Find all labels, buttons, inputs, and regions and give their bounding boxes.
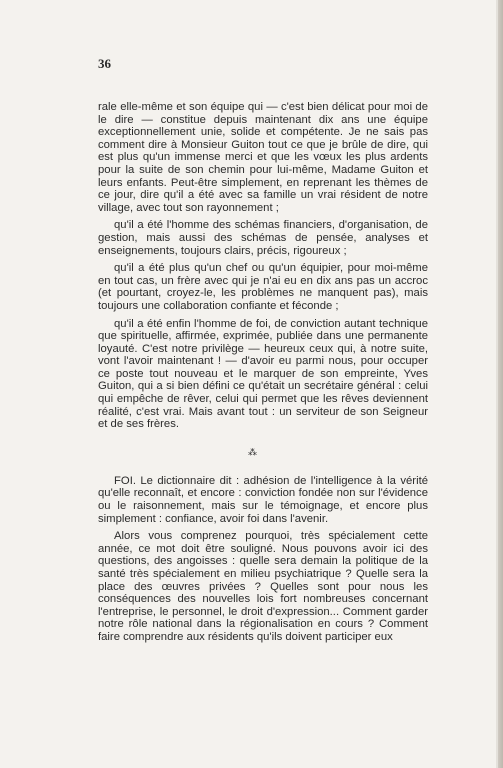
- body-text: [98, 101, 428, 649]
- section-separator: ⁂: [248, 447, 257, 457]
- paragraph: rale elle-même et son équipe qui — c'est bien délicat pour moi de le dire — constitue depuis maintenant dix ans une équipe exceptionnellement unie, solide et compétente. Je ne sais pas comment dire à Monsieur Guiton tout ce que je brûle de dire, qui est plus qu'un immense merci et que les vœux les plus ardents pour la suite de son chemin pour lui-même, Madame Guiton et leurs enfants. Peut-être simplement, en reprenant les thèmes de ce jour, dire qu'il a été avec sa famille un vrai résident de notre village, avec tout son rayonnement ;: [98, 101, 428, 214]
- paragraph: qu'il a été enfin l'homme de foi, de conviction autant technique que spirituelle, affirmée, exprimée, publiée dans une permanente loyauté. C'est notre privilège — heureux ceux qui, à notre suite, vont l'avoir maintenant ! — d'avoir eu parmi nous, pour occuper ce poste tout nouveau et le marquer de son empreinte, Yves Guiton, qui a si bien défini ce qu'était un secrétaire général : celui qui empêche de rêver, celui qui permet que les rêves deviennent réalité, c'est vrai. Mais avant tout : un serviteur de son Seigneur et de ses frères.: [98, 317, 428, 431]
- paragraph: FOI. Le dictionnaire dit : adhésion de l'intelligence à la vérité qu'elle reconnaît, et encore : conviction fondée non sur l'évidence ou le raisonnement, mais sur le témoignage, et encore plus simplement : confiance, avoir foi dans l'avenir.: [98, 474, 428, 525]
- paragraph: qu'il a été plus qu'un chef ou qu'un équipier, pour moi-même en tout cas, un frère avec qui je n'ai eu en dix ans pas un accroc (et pourtant, croyez-le, les problèmes ne manquent pas), mais toujours une collaboration confiante et féconde ;: [98, 262, 428, 312]
- paragraph: Alors vous comprenez pourquoi, très spécialement cette année, ce mot doit être souligné. Nous pouvons avoir ici des questions, des angoisses : quelle sera demain la politique de la santé très spécialement en milieu psychiatrique ? Quelle sera la place des œuvres privées ? Quelles sont pour nous les conséquences des nouvelles lois fort nombreuses concernant l'entreprise, le personnel, le droit d'expression... Comment garder notre rôle national dans la régionalisation en cours ? Comment faire comprendre aux résidents qu'ils doivent participer eux: [98, 530, 428, 643]
- paragraph: qu'il a été l'homme des schémas financiers, d'organisation, de gestion, mais aussi des schémas de pensée, analyses et enseignements, toujours clairs, précis, rigoureux ;: [98, 219, 428, 257]
- page-number: 36: [98, 56, 111, 71]
- page-edge: [498, 0, 503, 768]
